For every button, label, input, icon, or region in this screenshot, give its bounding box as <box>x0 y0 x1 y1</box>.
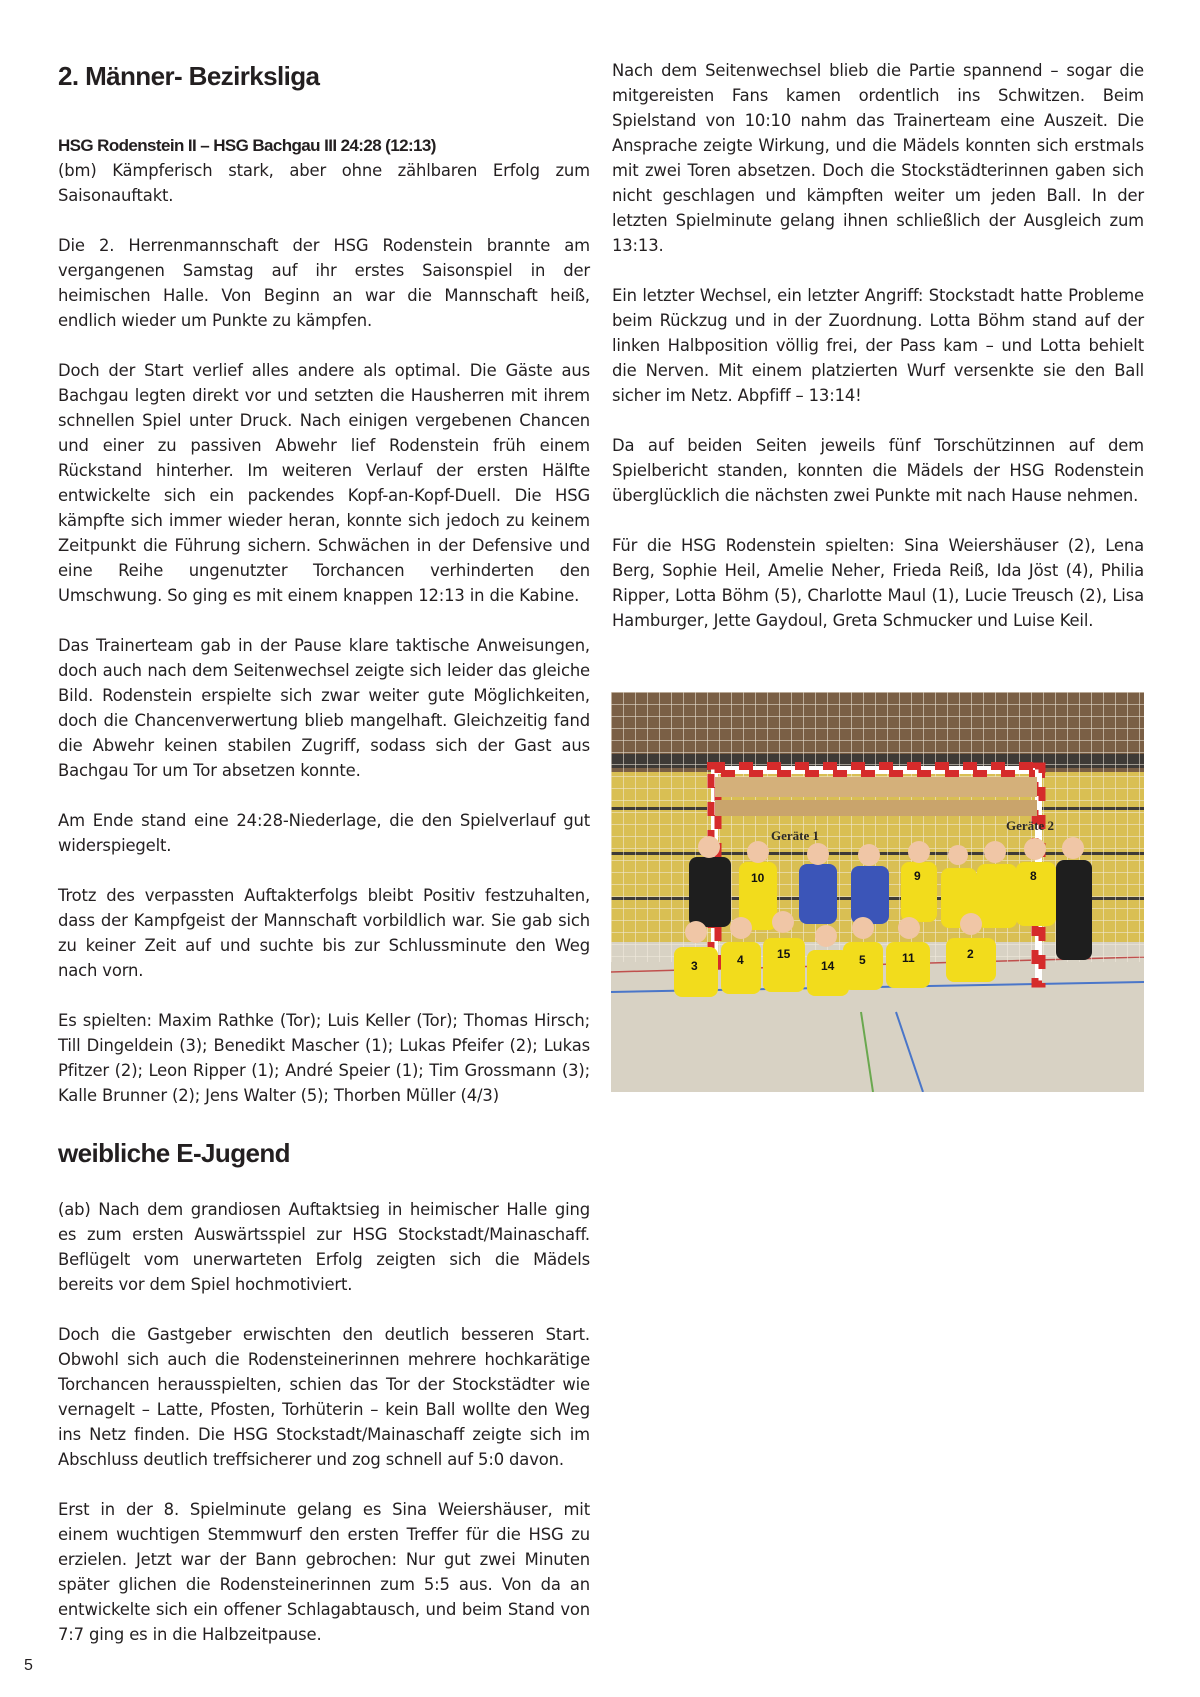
section-title-maenner-bezirksliga: 2. Männer- Bezirksliga <box>58 61 320 91</box>
svg-text:15: 15 <box>777 947 791 961</box>
svg-text:2: 2 <box>967 947 974 961</box>
svg-text:9: 9 <box>914 869 921 883</box>
svg-text:3: 3 <box>691 959 698 973</box>
article-paragraph: (bm) Kämpferisch stark, aber ohne zählbaren Erfolg zum Saisonauftakt. <box>58 161 590 205</box>
article-paragraph: Ein letzter Wechsel, ein letzter Angriff: Stockstadt hatte Probleme beim Rückzug und in der Zuordnung. Lotta Böhm stand auf der linken Halbposition völlig frei, der Pass kam – und Lotta behielt die Nerven. Mit einem platzierten Wurf versenkte sie den Ball sicher im Netz. Abpfiff – 13:14! <box>612 286 1144 405</box>
page-number: 5 <box>24 1657 33 1674</box>
wall-sign-geraete-1: Geräte 1 <box>771 828 820 843</box>
svg-text:4: 4 <box>737 953 744 967</box>
wooden-board <box>715 777 1037 797</box>
left-column <box>58 56 590 1672</box>
wall-sign-geraete-2: Geräte 2 <box>1006 818 1055 833</box>
article-paragraph: Trotz des verpassten Auftakterfolgs bleibt Positiv festzuhalten, dass der Kampfgeist der Mannschaft vorbildlich war. Sie gab sich zu keiner Zeit auf und suchte bis zur Schlussminute den Weg nach vorn. <box>58 886 590 980</box>
article-paragraph: Doch die Gastgeber erwischten den deutlich besseren Start. Obwohl sich auch die Rodensteinerinnen mehrere hochkarätige Torchancen herausspielten, schien das Tor der Stockstädter wie vernagelt – Latte, Pfosten, Torhüterin – kein Ball wollte den Weg ins Netz finden. Die HSG Stockstadt/Mainaschaff zeigte sich im Abschluss deutlich treffsicherer und zog schnell auf 5:0 davon. <box>58 1325 590 1469</box>
article-paragraph: (ab) Nach dem grandiosen Auftaktsieg in heimischer Halle ging es zum ersten Auswärtsspiel zur HSG Stockstadt/Mainaschaff. Beflügelt vom unerwarteten Erfolg zeigten sich die Mädels bereits vor dem Spiel hochmotiviert. <box>58 1200 590 1294</box>
article-paragraph: Erst in der 8. Spielminute gelang es Sina Weiershäuser, mit einem wuchtigen Stemmwurf den ersten Treffer für die HSG zu erzielen. Jetzt war der Bann gebrochen: Nur gut zwei Minuten später glichen die Rodensteinerinnen zum 5:5 aus. Von da an entwickelte sich ein offener Schlagabtausch, und beim Stand von 7:7 ging es in die Halbzeitpause. <box>58 1500 590 1644</box>
svg-text:14: 14 <box>821 959 835 973</box>
article-paragraph: Das Trainerteam gab in der Pause klare taktische Anweisungen, doch auch nach dem Seitenwechsel zeigte sich leider das gleiche Bild. Rodenstein erspielte sich zwar weiter gute Möglichkeiten, doch die Chancenverwertung blieb mangelhaft. Gleichzeitig fand die Abwehr keinen stabilen Zugriff, sodass sich der Gast aus Bachgau Tor um Tor absetzen konnte. <box>58 636 590 780</box>
svg-text:11: 11 <box>902 951 915 965</box>
match-result-heading: HSG Rodenstein II – HSG Bachgau III 24:28 (12:13) <box>58 136 436 155</box>
article-paragraph: Am Ende stand eine 24:28-Niederlage, die den Spielverlauf gut widerspiegelt. <box>58 811 590 855</box>
svg-text:5: 5 <box>859 953 866 967</box>
coach-left <box>689 857 731 927</box>
player-list-paragraph: Es spielten: Maxim Rathke (Tor); Luis Keller (Tor); Thomas Hirsch; Till Dingeldein (3); Benedikt Mascher (1); Lukas Pfeifer (2); Lukas Pfitzer (2); Leon Ripper (1); André Speier (1); Tim Grossmann (3); Kalle Brunner (2); Jens Walter (5); Thorben Müller (4/3) <box>58 1011 590 1105</box>
team-photo <box>611 692 1144 1092</box>
svg-text:10: 10 <box>751 871 765 885</box>
article-paragraph: Nach dem Seitenwechsel blieb die Partie spannend – sogar die mitgereisten Fans kamen ordentlich ins Schwitzen. Beim Spielstand von 10:10 nahm das Trainerteam eine Auszeit. Die Ansprache zeigte Wirkung, und die Mädels konnten sich erstmals mit zwei Toren absetzen. Doch die Stockstädterinnen gaben sich nicht geschlagen und kämpften weiter um jeden Ball. In der letzten Spielminute gelang ihnen schließlich der Ausgleich zum 13:13. <box>612 61 1144 255</box>
player-list-paragraph: Für die HSG Rodenstein spielten: Sina Weiershäuser (2), Lena Berg, Sophie Heil, Amelie Neher, Frieda Reiß, Ida Jöst (4), Philia Ripper, Lotta Böhm (5), Charlotte Maul (1), Lucie Treusch (2), Lisa Hamburger, Jette Gaydoul, Greta Schmucker und Luise Keil. <box>612 536 1144 630</box>
team-photo-illustration <box>611 692 1144 1092</box>
svg-text:8: 8 <box>1030 869 1037 883</box>
coach-right <box>1056 860 1092 960</box>
article-paragraph: Da auf beiden Seiten jeweils fünf Torschützinnen auf dem Spielbericht standen, konnten die Mädels der HSG Rodenstein überglücklich die nächsten zwei Punkte mit nach Hause nehmen. <box>612 436 1144 505</box>
section-title-weibliche-e-jugend: weibliche E-Jugend <box>58 1138 290 1168</box>
right-column <box>612 58 1144 658</box>
article-paragraph: Die 2. Herrenmannschaft der HSG Rodenstein brannte am vergangenen Samstag auf ihr erstes Saisonspiel in der heimischen Halle. Von Beginn an war die Mannschaft heiß, endlich wieder um Punkte zu kämpfen. <box>58 236 590 330</box>
article-paragraph: Doch der Start verlief alles andere als optimal. Die Gäste aus Bachgau legten direkt vor und setzten die Hausherren mit ihrem schnellen Spiel unter Druck. Nach einigen vergebenen Chancen und einer zu passiven Abwehr lief Rodenstein früh einem Rückstand hinterher. Im weiteren Verlauf der ersten Hälfte entwickelte sich ein packendes Kopf-an-Kopf-Duell. Die HSG kämpfte sich immer wieder heran, konnte sich jedoch zu keinem Zeitpunkt die Führung sichern. Schwächen in der Defensive und eine Reihe ungenutzter Torchancen verhinderten den Umschwung. So ging es mit einem knappen 12:13 in die Kabine. <box>58 361 590 605</box>
